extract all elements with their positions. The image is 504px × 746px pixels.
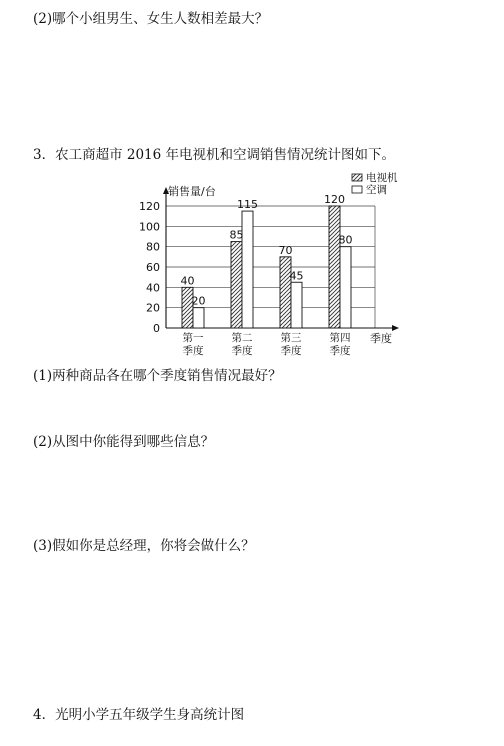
data-label-ac: 115 <box>237 198 258 212</box>
y-tick-label: 0 <box>153 322 160 335</box>
question-2-prev: (2)哪个小组男生、女生人数相差最大？ <box>33 11 269 27</box>
question-4-title: 4．光明小学五年级学生身高统计图 <box>33 707 245 723</box>
legend-label-ac: 空调 <box>366 184 387 196</box>
x-tick-label: 第四 <box>329 332 351 344</box>
bar-ac <box>193 308 204 328</box>
question-3-sub-2: (2)从图中你能得到哪些信息？ <box>33 434 215 450</box>
sales-bar-chart <box>130 168 420 363</box>
question-3-title: 3．农工商超市 2016 年电视机和空调销售情况统计图如下。 <box>33 147 396 163</box>
data-label-tv: 70 <box>278 243 293 257</box>
x-tick-label: 季度 <box>182 345 204 357</box>
data-label-tv: 120 <box>324 193 345 206</box>
bar-ac <box>340 247 351 328</box>
data-label-ac: 20 <box>191 294 206 308</box>
y-tick-label: 120 <box>139 200 160 213</box>
data-label-tv: 85 <box>229 228 244 242</box>
x-tick-label: 第二 <box>231 332 253 344</box>
question-3-sub-3: (3)假如你是总经理，你将会做什么？ <box>33 538 255 554</box>
bar-tv <box>280 257 291 328</box>
legend-label-tv: 电视机 <box>366 172 398 184</box>
x-tick-label: 季度 <box>231 345 253 357</box>
data-label-ac: 45 <box>289 269 304 283</box>
x-tick-label: 季度 <box>329 345 351 357</box>
x-tick-label: 第三 <box>280 332 302 344</box>
question-3-sub-1: (1)两种商品各在哪个季度销售情况最好？ <box>33 368 282 384</box>
x-axis-title: 季度 <box>370 332 392 345</box>
legend-swatch-tv <box>352 174 362 181</box>
legend-swatch-ac <box>352 186 362 193</box>
y-axis-title: 销售量/台 <box>168 185 216 198</box>
y-tick-label: 20 <box>146 301 160 315</box>
chart-labels <box>139 184 392 357</box>
x-axis-arrow <box>392 325 399 331</box>
y-tick-label: 40 <box>146 281 160 295</box>
y-tick-label: 60 <box>146 261 160 274</box>
bar-tv <box>231 242 242 328</box>
chart-legend <box>352 171 398 196</box>
y-tick-label: 100 <box>139 220 160 234</box>
bar-ac <box>242 211 253 328</box>
data-label-ac: 80 <box>338 233 353 247</box>
bar-ac <box>291 282 302 328</box>
data-label-tv: 40 <box>180 274 195 288</box>
x-tick-label: 季度 <box>280 345 302 357</box>
y-tick-label: 80 <box>146 240 160 254</box>
x-tick-label: 第一 <box>182 332 204 344</box>
bar-tv <box>329 206 340 328</box>
